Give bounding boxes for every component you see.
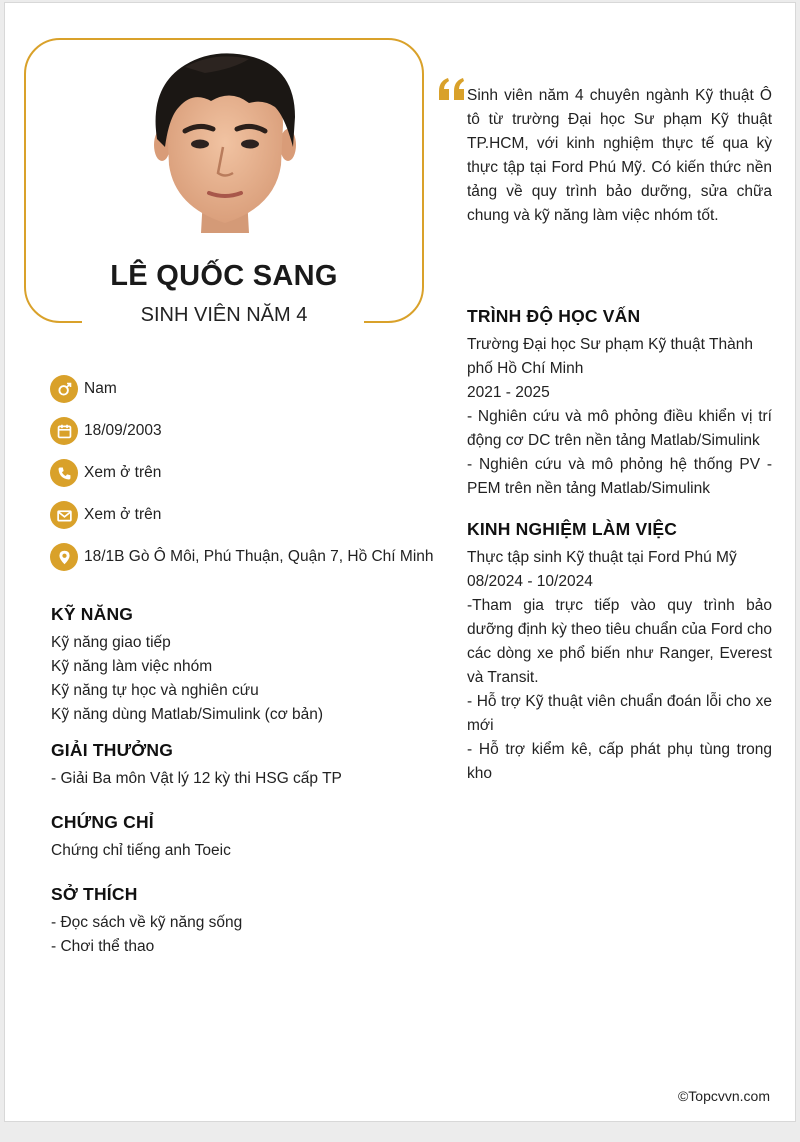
contact-address <box>50 542 434 572</box>
quote-icon <box>437 76 467 102</box>
contact-gender <box>50 374 117 404</box>
experience-position: Thực tập sinh Kỹ thuật tại Ford Phú Mỹ <box>467 549 737 566</box>
contact-address-value: 18/1B Gò Ô Môi, Phú Thuận, Quận 7, Hồ Chí Minh <box>84 548 434 565</box>
experience-detail: - Hỗ trợ Kỹ thuật viên chuẩn đoán lỗi cho xe mới <box>467 693 772 734</box>
contact-birthday-value: 18/09/2003 <box>84 422 162 439</box>
calendar-icon <box>50 417 78 445</box>
gender-icon <box>50 375 78 403</box>
contact-email-value[interactable]: Xem ở trên <box>84 506 162 523</box>
contact-email <box>50 500 161 530</box>
email-icon <box>50 501 78 529</box>
contact-birthday <box>50 416 162 446</box>
contact-phone-value[interactable]: Xem ở trên <box>84 464 162 481</box>
skills-heading: KỸ NĂNG <box>51 604 134 624</box>
certificates-heading: CHỨNG CHỈ <box>51 812 154 832</box>
hobby-item: - Chơi thể thao <box>51 938 155 955</box>
education-period: 2021 - 2025 <box>467 384 550 401</box>
skill-item: Kỹ năng giao tiếp <box>51 634 171 651</box>
hobby-item: - Đọc sách về kỹ năng sống <box>51 914 243 931</box>
award-item: - Giải Ba môn Vật lý 12 kỳ thi HSG cấp TP <box>51 770 342 787</box>
summary-text: Sinh viên năm 4 chuyên ngành Kỹ thuật Ô tô từ trường Đại học Sư phạm Kỹ thuật TP.HCM, với kinh nghiệm thực tế qua kỳ thực tập tại Ford Phú Mỹ. Có kiến thức nền tảng về quy trình bảo dưỡng, sửa chữa chung và kỹ năng làm việc nhóm tốt. <box>467 87 772 224</box>
contact-phone <box>50 458 161 488</box>
certificates-section <box>51 812 441 863</box>
footer-credit[interactable]: ©Topcvvn.com <box>677 1088 770 1104</box>
education-section <box>467 306 772 501</box>
hobbies-section <box>51 884 441 959</box>
experience-heading: KINH NGHIỆM LÀM VIỆC <box>467 519 678 539</box>
full-name: LÊ QUỐC SANG <box>110 260 338 292</box>
job-title: SINH VIÊN NĂM 4 <box>140 304 308 326</box>
experience-period: 08/2024 - 10/2024 <box>467 573 593 590</box>
skill-item: Kỹ năng tự học và nghiên cứu <box>51 682 259 699</box>
skills-section <box>51 604 441 727</box>
location-icon <box>50 543 78 571</box>
skill-item: Kỹ năng làm việc nhóm <box>51 658 213 675</box>
certificate-item: Chứng chỉ tiếng anh Toeic <box>51 842 231 859</box>
education-heading: TRÌNH ĐỘ HỌC VẤN <box>467 306 641 326</box>
education-detail: - Nghiên cứu và mô phỏng điều khiển vị trí động cơ DC trên nền tảng Matlab/Simulink <box>467 408 772 449</box>
contact-gender-value: Nam <box>84 380 117 397</box>
education-detail: - Nghiên cứu và mô phỏng hệ thống PV - PEM trên nền tảng Matlab/Simulink <box>467 456 772 497</box>
phone-icon <box>50 459 78 487</box>
education-school: Trường Đại học Sư phạm Kỹ thuật Thành phố Hồ Chí Minh <box>467 336 753 377</box>
hobbies-heading: SỞ THÍCH <box>51 884 138 904</box>
experience-detail: - Hỗ trợ kiểm kê, cấp phát phụ tùng trong kho <box>467 741 772 782</box>
experience-section <box>467 519 772 786</box>
awards-section <box>51 740 441 791</box>
experience-detail: -Tham gia trực tiếp vào quy trình bảo dưỡng định kỳ theo tiêu chuẩn của Ford cho các dòng xe phổ biến như Ranger, Everest và Transit. <box>467 597 772 686</box>
awards-heading: GIẢI THƯỞNG <box>51 740 174 760</box>
profile-photo <box>145 47 305 233</box>
skill-item: Kỹ năng dùng Matlab/Simulink (cơ bản) <box>51 706 324 723</box>
